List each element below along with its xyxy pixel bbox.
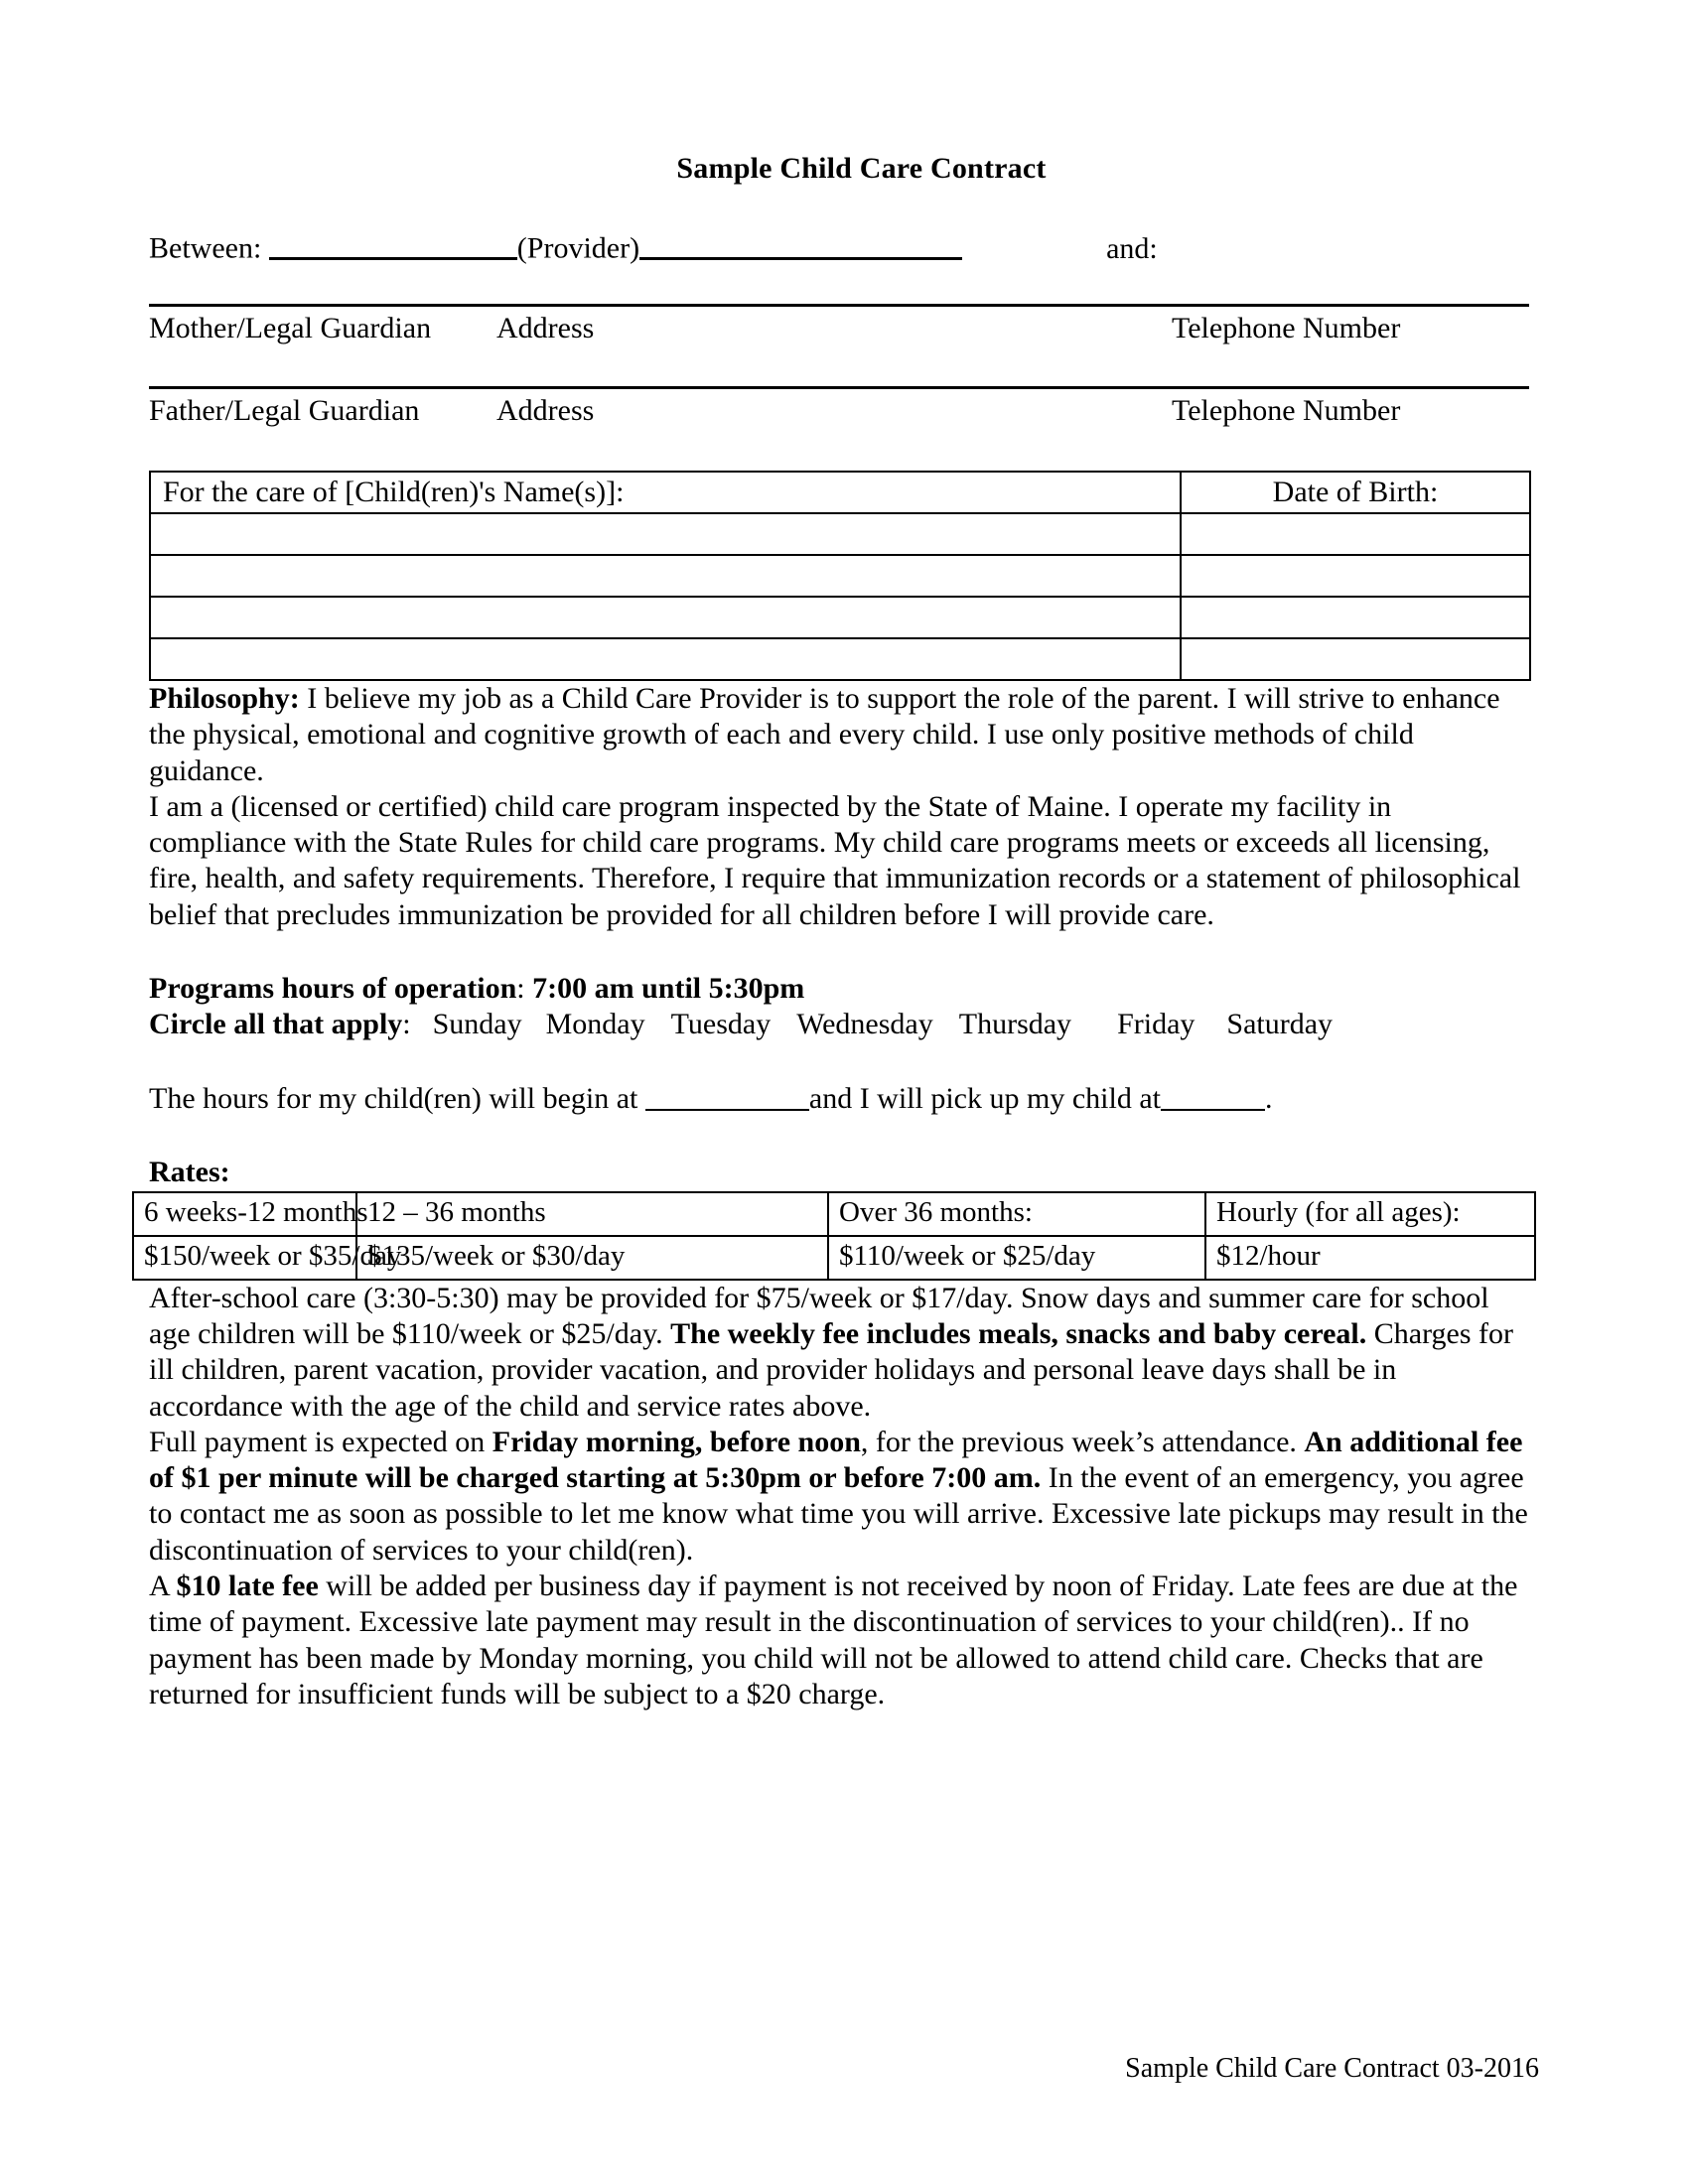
rates-value-row (133, 1236, 1535, 1280)
afterschool-bold-note: The weekly fee includes meals, snacks and baby cereal. (670, 1316, 1367, 1350)
provider-label: (Provider) (516, 231, 640, 265)
dropoff-time-blank[interactable] (645, 1079, 809, 1111)
pickup-times-line (149, 1079, 1534, 1116)
child-dob-cell[interactable] (1181, 638, 1530, 680)
rate-age-header-4: Hourly (for all ages): (1205, 1192, 1535, 1236)
table-header-row (150, 472, 1530, 513)
document-content (144, 0, 1534, 1712)
rate-age-header-3: Over 36 months: (828, 1192, 1205, 1236)
payment-text-part1: Full payment is expected on (149, 1425, 492, 1458)
philosophy-body: I believe my job as a Child Care Provider is to support the role of the parent. I will strive to enhance the physical, emotional and cognitive growth of each and every child. I use only positive methods of child guidance. (149, 682, 1500, 787)
day-thursday[interactable]: Thursday (958, 1008, 1072, 1041)
rates-heading: Rates: (149, 1155, 230, 1188)
provider-name-blank[interactable] (269, 225, 517, 260)
child-dob-cell[interactable] (1181, 597, 1530, 638)
day-friday[interactable]: Friday (1117, 1008, 1196, 1041)
table-row[interactable] (150, 597, 1530, 638)
child-name-cell[interactable] (150, 555, 1181, 597)
table-row[interactable] (150, 513, 1530, 555)
father-signature-block (149, 386, 1534, 431)
child-dob-cell[interactable] (1181, 513, 1530, 555)
rate-age-header-2: 12 – 36 months (356, 1192, 828, 1236)
hours-of-operation-line (149, 971, 1534, 1007)
day-monday[interactable]: Monday (545, 1008, 645, 1041)
and-label: and: (1106, 231, 1158, 265)
payment-paragraph (149, 1425, 1534, 1569)
child-dob-cell[interactable] (1181, 555, 1530, 597)
father-rule (149, 386, 1529, 389)
day-saturday[interactable]: Saturday (1226, 1008, 1334, 1041)
day-tuesday[interactable]: Tuesday (670, 1008, 772, 1041)
document-footer: Sample Child Care Contract 03-2016 (1125, 2053, 1539, 2084)
late-fee-text-part1: A (149, 1570, 177, 1603)
late-fee-text-part2: will be added per business day if payment is not received by noon of Friday. Late fees are due at the time of payment. Excessive late payment may result in the discontinuation of services to your child(ren).. If no payment has been made by Monday morning, you child will not be allowed to attend child care. Checks that are returned for insufficient funds will be subject to a $20 charge. (149, 1570, 1518, 1710)
day-sunday[interactable]: Sunday (432, 1008, 522, 1041)
payment-text-part2: , for the previous week’s attendance. (860, 1425, 1305, 1458)
philosophy-heading: Philosophy: (149, 682, 300, 715)
pickup-prefix-text: The hours for my child(ren) will begin at (149, 1081, 645, 1115)
circle-separator: : (402, 1008, 411, 1041)
mother-rule (149, 304, 1529, 307)
payment-bold-late-fee: An additional fee of $1 per minute will be charged starting at 5:30pm or before 7:00 am. (149, 1425, 1523, 1495)
payment-bold-friday: Friday morning, before noon (492, 1425, 861, 1458)
circle-days-line (149, 1007, 1534, 1042)
afterschool-paragraph (149, 1281, 1534, 1425)
table-row[interactable] (150, 638, 1530, 680)
pickup-suffix-text: . (1264, 1081, 1273, 1115)
rate-value-4: $12/hour (1205, 1236, 1535, 1280)
pickup-middle-text: and I will pick up my child at (808, 1081, 1161, 1115)
rates-header-row (133, 1192, 1535, 1236)
mother-legal-guardian-label: Mother/Legal Guardian (149, 312, 432, 344)
hours-of-operation-label: Programs hours of operation (149, 972, 517, 1006)
rate-value-2: $135/week or $30/day (356, 1236, 828, 1280)
father-legal-guardian-label: Father/Legal Guardian (149, 394, 420, 427)
payment-text-part3: In the event of an emergency, you agree to contact me as soon as possible to let me know what time you will arrive. Excessive late pickups may result in the discontinuation of services to your child(ren). (149, 1461, 1528, 1567)
mother-telephone-label: Telephone Number (1172, 312, 1401, 344)
father-address-label: Address (496, 394, 595, 427)
children-table (149, 471, 1531, 681)
father-telephone-label: Telephone Number (1172, 394, 1401, 427)
hours-of-operation-value: 7:00 am until 5:30pm (532, 972, 805, 1006)
rate-value-3: $110/week or $25/day (828, 1236, 1205, 1280)
mother-labels (149, 309, 1534, 348)
hours-separator: : (516, 972, 533, 1006)
day-wednesday[interactable]: Wednesday (796, 1008, 933, 1041)
philosophy-paragraph (149, 681, 1534, 789)
child-name-cell[interactable] (150, 513, 1181, 555)
between-label: Between: (149, 231, 262, 265)
afterschool-text-part1: After-school care (3:30-5:30) may be provided for $75/week or $17/day. Snow days and summer care for school age children will be $110/week or $25/day. (149, 1281, 1489, 1350)
child-name-cell[interactable] (150, 597, 1181, 638)
mother-address-label: Address (496, 312, 595, 344)
rate-age-header-1: 6 weeks-12 months (133, 1192, 356, 1236)
hours-block (149, 971, 1534, 1043)
late-fee-bold-amount: $10 late fee (176, 1570, 319, 1603)
father-labels (149, 391, 1534, 431)
page-title: Sample Child Care Contract (676, 152, 1047, 185)
late-fee-paragraph (149, 1569, 1534, 1712)
afterschool-text-part2: Charges for ill children, parent vacation, provider vacation, and provider holidays and personal leave days shall be in accordance with the age of the child and service rates above. (149, 1316, 1513, 1423)
children-names-header: For the care of [Child(ren)'s Name(s)]: (150, 472, 1181, 513)
rates-table (132, 1191, 1536, 1281)
rate-value-1: $150/week or $35/day (133, 1236, 356, 1280)
mother-signature-block (149, 304, 1534, 348)
date-of-birth-header: Date of Birth: (1181, 472, 1530, 513)
pickup-time-blank[interactable] (1161, 1079, 1265, 1111)
circle-all-that-apply-label: Circle all that apply (149, 1008, 403, 1041)
provider-second-blank[interactable] (639, 225, 962, 260)
between-parties-row (149, 225, 1534, 266)
child-name-cell[interactable] (150, 638, 1181, 680)
table-row[interactable] (150, 555, 1530, 597)
licensing-paragraph: I am a (licensed or certified) child care program inspected by the State of Maine. I operate my facility in compliance with the State Rules for child care programs. My child care programs meets or exceeds all licensing, fire, health, and safety requirements. Therefore, I require that immunization records or a statement of philosophical belief that precludes immunization be provided for all children before I will provide care. (149, 789, 1521, 931)
